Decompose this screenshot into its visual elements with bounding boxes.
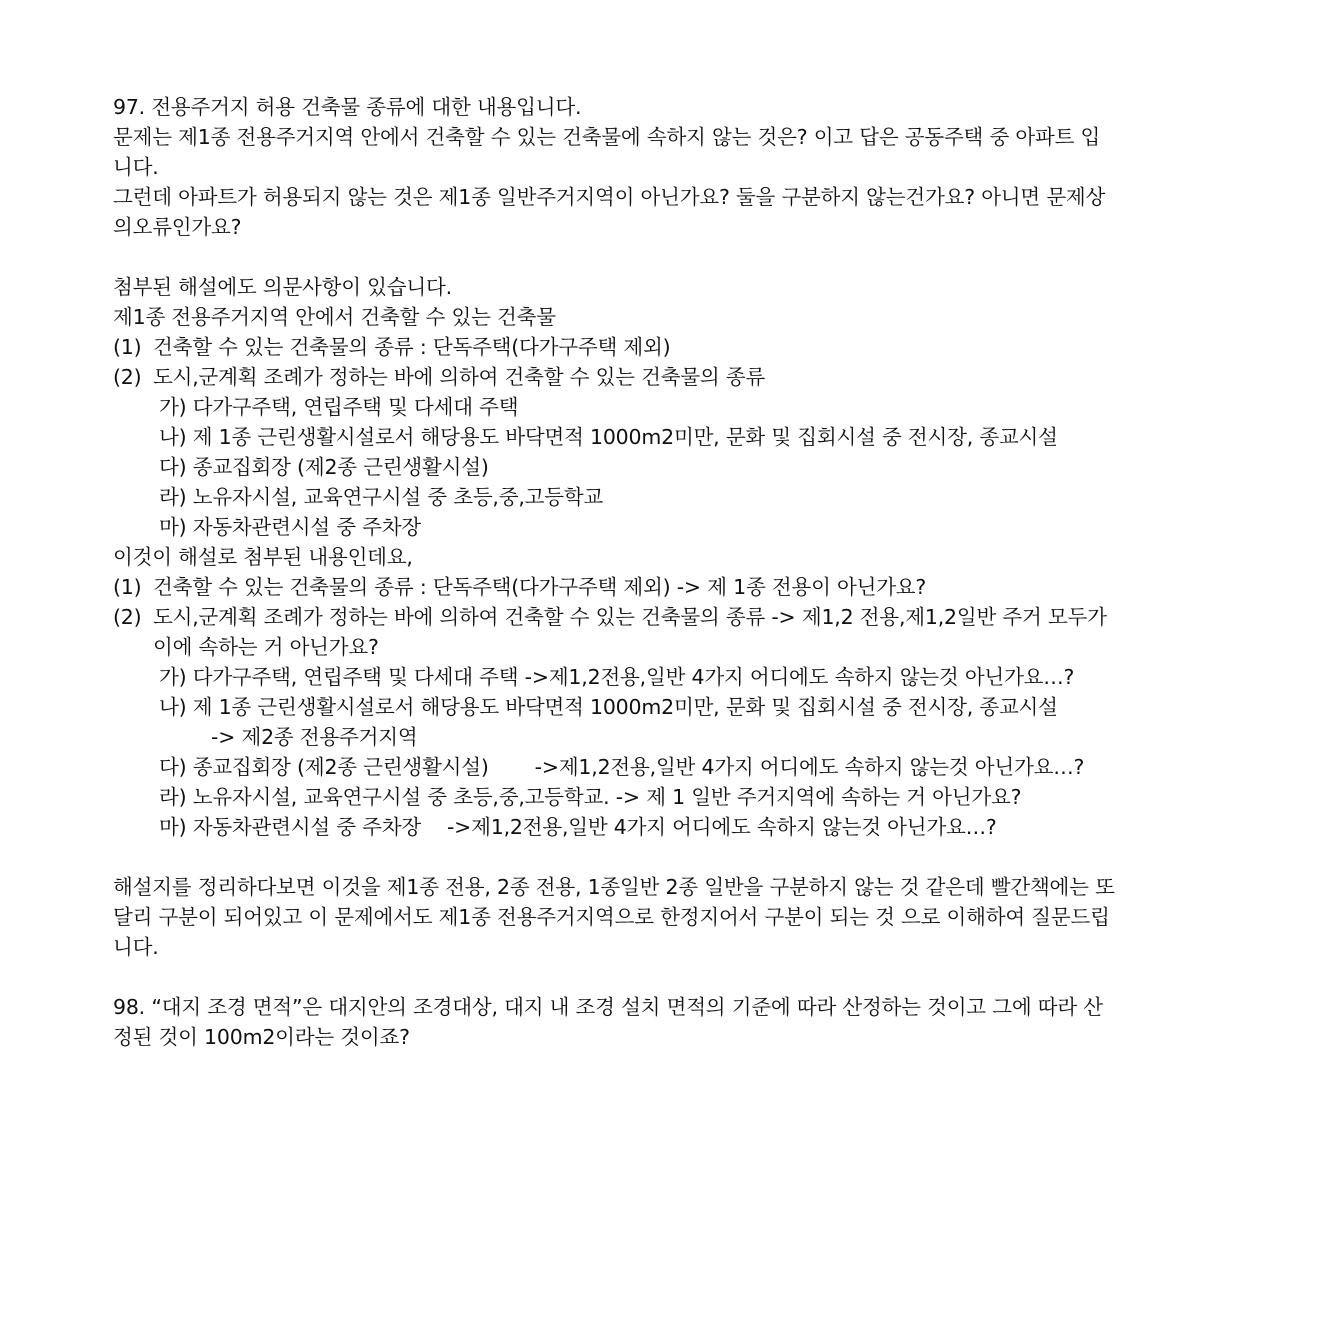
attached-sub-item-b: 나) 제 1종 근린생활시설로서 해당용도 바닥면적 1000m2미만, 문화 및 집회시설 중 전시장, 종교시설 bbox=[159, 425, 1058, 449]
attached-sub-item-e: 마) 자동차관련시설 중 주차장 bbox=[159, 515, 421, 539]
comment-sub-item-c bbox=[113, 752, 1223, 782]
paragraph-spacer bbox=[113, 842, 1223, 872]
q97-title: 97. 전용주거지 허용 건축물 종류에 대한 내용입니다. bbox=[113, 95, 582, 119]
comment-item-1 bbox=[113, 572, 1223, 602]
sub-item-text: 마) 자동차관련시설 중 주차장 bbox=[159, 815, 421, 839]
item-text: 도시,군계획 조례가 정하는 바에 의하여 건축할 수 있는 건축물의 종류 -> 제1,2 전용,제1,2일반 주거 모두가 bbox=[153, 605, 1107, 629]
sub-item-note: ->제1,2전용,일반 4가지 어디에도 속하지 않는것 아닌가요…? bbox=[446, 815, 997, 839]
paragraph-spacer bbox=[113, 242, 1223, 272]
item-number: (1) bbox=[113, 335, 142, 359]
comment-item-2-continuation: 이에 속하는 거 아닌가요? bbox=[153, 635, 379, 659]
q98-line-1: 98. “대지 조경 면적”은 대지안의 조경대상, 대지 내 조경 설치 면적의 기준에 따라 산정하는 것이고 그에 따라 산 bbox=[113, 995, 1103, 1019]
comment-item-2 bbox=[113, 602, 1223, 632]
item-text: 건축할 수 있는 건축물의 종류 : 단독주택(다가구주택 제외) bbox=[153, 335, 671, 359]
attached-sub-item-c: 다) 종교집회장 (제2종 근린생활시설) bbox=[159, 455, 489, 479]
summary-line-2: 달리 구분이 되어있고 이 문제에서도 제1종 전용주거지역으로 한정지어서 구분이 되는 것 으로 이해하여 질문드립 bbox=[113, 905, 1110, 929]
comment-sub-item-b: 나) 제 1종 근린생활시설로서 해당용도 바닥면적 1000m2미만, 문화 및 집회시설 중 전시장, 종교시설 bbox=[159, 695, 1058, 719]
attached-intro: 첨부된 해설에도 의문사항이 있습니다. bbox=[113, 275, 452, 299]
comment-sub-item-b-continuation: -> 제2종 전용주거지역 bbox=[211, 725, 418, 749]
attached-item-2 bbox=[113, 362, 1223, 392]
document-body bbox=[113, 92, 1223, 1052]
q97-question-line-1: 문제는 제1종 전용주거지역 안에서 건축할 수 있는 건축물에 속하지 않는 것은? 이고 답은 공동주택 중 아파트 입 bbox=[113, 125, 1101, 149]
q97-section bbox=[113, 92, 1223, 242]
attached-heading: 제1종 전용주거지역 안에서 건축할 수 있는 건축물 bbox=[113, 305, 556, 329]
sub-item-note: ->제1,2전용,일반 4가지 어디에도 속하지 않는것 아닌가요…? bbox=[534, 755, 1085, 779]
attached-item-1 bbox=[113, 332, 1223, 362]
item-text: 건축할 수 있는 건축물의 종류 : 단독주택(다가구주택 제외) -> 제 1종 전용이 아닌가요? bbox=[153, 575, 927, 599]
item-text: 도시,군계획 조례가 정하는 바에 의하여 건축할 수 있는 건축물의 종류 bbox=[153, 365, 766, 389]
item-number: (2) bbox=[113, 605, 142, 629]
summary-line-1: 해설지를 정리하다보면 이것을 제1종 전용, 2종 전용, 1종일반 2종 일반을 구분하지 않는 것 같은데 빨간책에는 또 bbox=[113, 875, 1115, 899]
summary-line-3: 니다. bbox=[113, 935, 159, 959]
q97-question-line-2: 니다. bbox=[113, 155, 159, 179]
q97-doubt-line-2: 의오류인가요? bbox=[113, 215, 242, 239]
comment-sub-item-d: 라) 노유자시설, 교육연구시설 중 초등,중,고등학교. -> 제 1 일반 주거지역에 속하는 거 아닌가요? bbox=[159, 785, 1022, 809]
sub-item-text: 다) 종교집회장 (제2종 근린생활시설) bbox=[159, 755, 489, 779]
comments-section bbox=[113, 542, 1223, 842]
attached-sub-item-d: 라) 노유자시설, 교육연구시설 중 초등,중,고등학교 bbox=[159, 485, 604, 509]
item-number: (2) bbox=[113, 365, 142, 389]
comments-intro: 이것이 해설로 첨부된 내용인데요, bbox=[113, 545, 413, 569]
comment-sub-item-a: 가) 다가구주택, 연립주택 및 다세대 주택 ->제1,2전용,일반 4가지 어디에도 속하지 않는것 아닌가요…? bbox=[159, 665, 1075, 689]
summary-paragraph bbox=[113, 872, 1223, 962]
q97-doubt-line-1: 그런데 아파트가 허용되지 않는 것은 제1종 일반주거지역이 아닌가요? 둘을 구분하지 않는건가요? 아니면 문제상 bbox=[113, 185, 1106, 209]
item-number: (1) bbox=[113, 575, 142, 599]
attached-explanation bbox=[113, 272, 1223, 542]
q98-line-2: 정된 것이 100m2이라는 것이죠? bbox=[113, 1025, 410, 1049]
q98-section bbox=[113, 992, 1223, 1052]
comment-sub-item-e bbox=[113, 812, 1223, 842]
attached-sub-item-a: 가) 다가구주택, 연립주택 및 다세대 주택 bbox=[159, 395, 519, 419]
paragraph-spacer bbox=[113, 962, 1223, 992]
